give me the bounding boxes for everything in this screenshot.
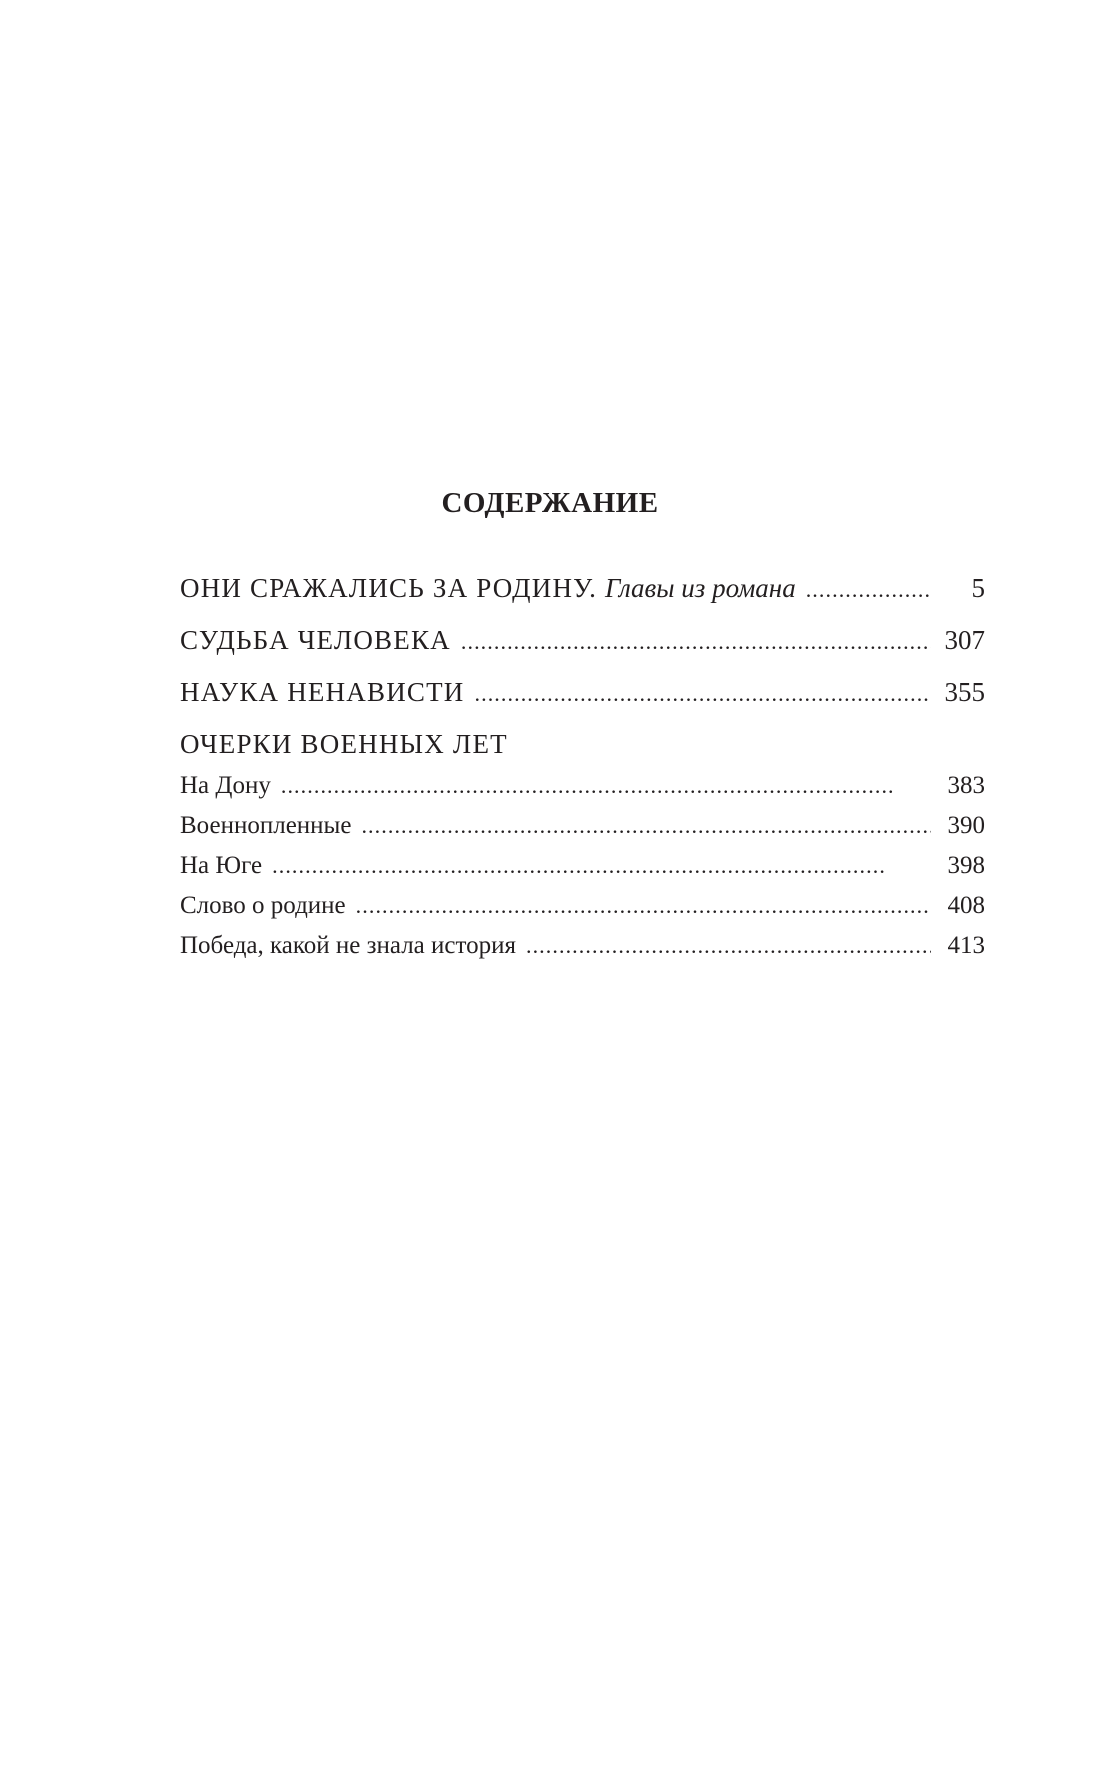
dot-leader (356, 890, 931, 922)
dot-leader (806, 574, 931, 606)
toc-subentry (180, 930, 985, 962)
toc-subentry (180, 850, 985, 882)
dot-leader (272, 850, 931, 882)
toc-entry-page: 5 (971, 573, 985, 603)
toc-subentry (180, 770, 985, 802)
toc-subentry-title: Победа, какой не знала история (180, 932, 516, 959)
toc-subentry-title: На Дону (180, 772, 271, 799)
toc-section-heading: ОЧЕРКИ ВОЕННЫХ ЛЕТ (180, 729, 508, 759)
dot-leader (281, 770, 931, 802)
toc-subentry-page: 383 (947, 772, 985, 799)
toc-subentry (180, 890, 985, 922)
dot-leader (526, 930, 931, 962)
toc-entry-title: ОНИ СРАЖАЛИСЬ ЗА РОДИНУ. (180, 573, 598, 603)
dot-leader (361, 810, 931, 842)
toc-subentry-page: 408 (947, 892, 985, 919)
toc-subentry-page: 390 (947, 812, 985, 839)
toc-subentry (180, 810, 985, 842)
toc-subentry-title: На Юге (180, 852, 263, 879)
dot-leader (461, 626, 931, 658)
toc-subentry-title: Военнопленные (180, 812, 352, 839)
toc-entry-title: НАУКА НЕНАВИСТИ (180, 677, 465, 707)
toc-entry-subtitle: Главы из романа (605, 573, 796, 603)
dot-leader (475, 678, 932, 710)
toc-subentry-page: 398 (947, 852, 985, 879)
toc-entry-page: 307 (944, 625, 985, 655)
toc-entry (180, 676, 985, 710)
toc-entry (180, 572, 985, 606)
toc-subentry-page: 413 (947, 932, 985, 959)
toc-entry-page: 355 (944, 677, 985, 707)
toc-entry (180, 624, 985, 658)
toc-entry-title: СУДЬБА ЧЕЛОВЕКА (180, 625, 451, 655)
toc-title: СОДЕРЖАНИЕ (441, 487, 659, 519)
toc-subentry-title: Слово о родине (180, 892, 346, 919)
